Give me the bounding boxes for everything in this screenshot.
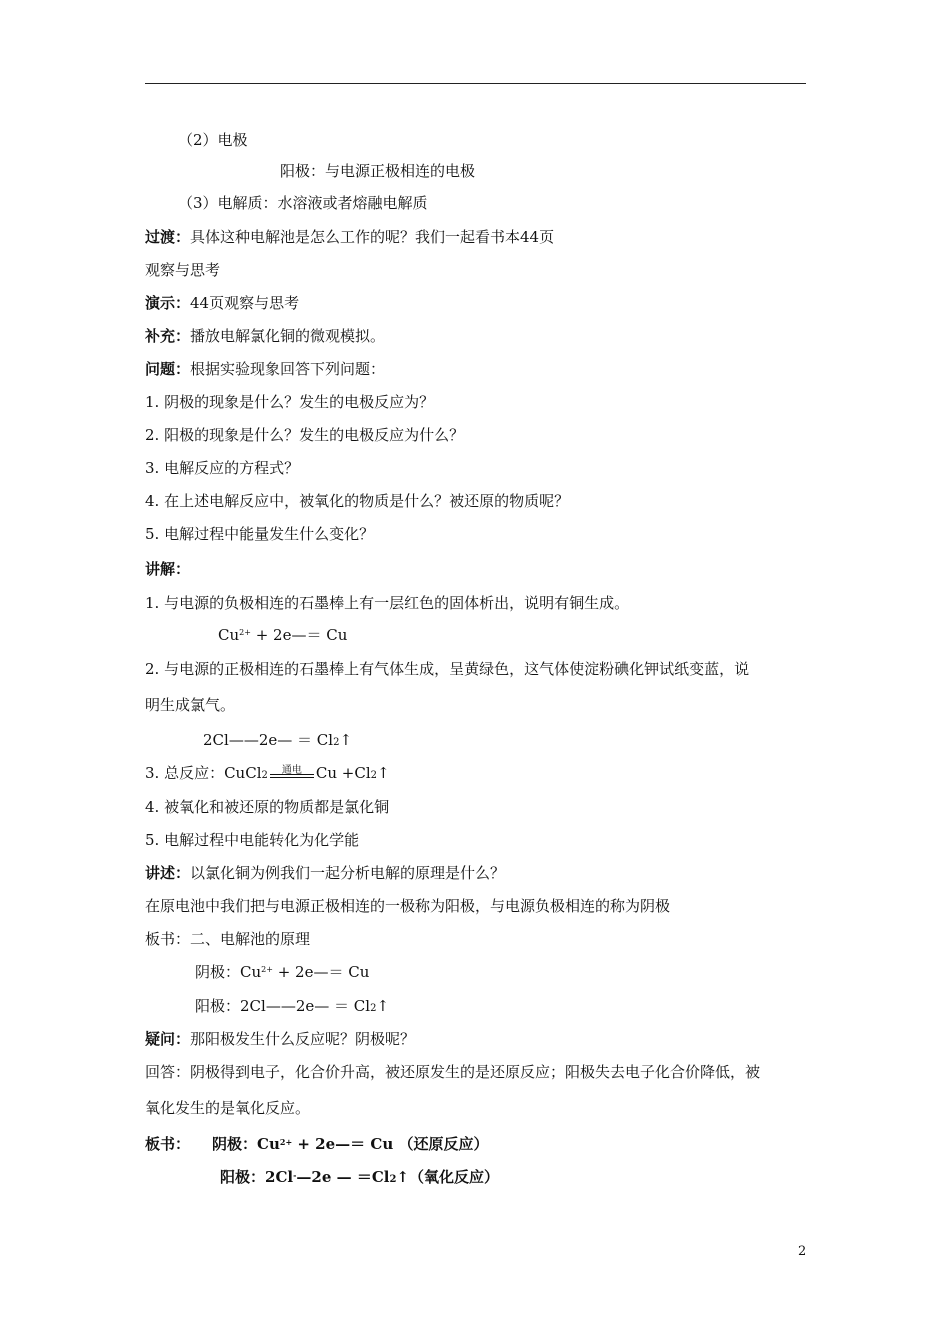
- section-label: 讲解：: [145, 560, 191, 578]
- eq-part: 2Cl: [203, 731, 229, 749]
- eq-part: —: [228, 731, 244, 749]
- condition-label: 通电: [281, 765, 302, 776]
- board-anode: [195, 996, 389, 1019]
- text-line: 2. 阳极的现象是什么？发生的电极反应为什么？: [145, 426, 465, 444]
- eq-part: 阴极：: [212, 1135, 258, 1153]
- text-line: 4. 在上述电解反应中，被氧化的物质是什么？被还原的物质呢？: [145, 492, 570, 510]
- text-line: （3）电解质：水溶液或者熔融电解质: [178, 194, 428, 212]
- eq-part: 2Cl: [240, 997, 266, 1015]
- text-line: [145, 359, 385, 379]
- section-label: 板书：: [145, 1135, 191, 1153]
- text-line: 5. 电解过程中电能转化为化学能: [145, 831, 360, 849]
- text-line: 明生成氯气。: [145, 696, 236, 714]
- condition-sign: [270, 765, 314, 778]
- eq-part: ＝ Cl: [329, 997, 371, 1015]
- text-line: [145, 326, 385, 346]
- eq-part: —: [335, 1135, 351, 1153]
- text-line: 4. 被氧化和被还原的物质都是氯化铜: [145, 798, 390, 816]
- section-label: 演示：: [145, 294, 191, 312]
- equation-anode: [203, 730, 352, 753]
- text-span: 44页观察与思考: [190, 294, 300, 312]
- eq-part: + 2e: [292, 1135, 336, 1153]
- up-arrow-icon: ↑: [339, 731, 353, 749]
- eq-part: —: [313, 963, 329, 981]
- text-line: 5. 电解过程中能量发生什么变化？: [145, 525, 375, 543]
- equation-cathode: [218, 625, 347, 645]
- eq-part: —: [331, 1168, 357, 1186]
- text-line: [145, 863, 505, 883]
- text-span: 具体这种电解池是怎么工作的呢？我们一起看书本44页: [190, 228, 555, 246]
- text-line: （2）电极: [178, 131, 248, 149]
- eq-subscript: 2: [370, 770, 377, 781]
- equation-total: [145, 763, 390, 786]
- eq-part: ＝ Cu （还原反应）: [350, 1135, 489, 1153]
- text-line: 观察与思考: [145, 261, 221, 279]
- eq-part: Cu: [240, 963, 262, 981]
- eq-charge: 2+: [239, 628, 251, 637]
- eq-part: 3. 总反应：CuCl: [145, 764, 262, 782]
- eq-subscript: 2: [261, 770, 268, 781]
- text-span: 以氯化铜为例我们一起分析电解的原理是什么？: [190, 864, 506, 882]
- eq-part: ＝Cl: [356, 1168, 390, 1186]
- text-line: 3. 电解反应的方程式？: [145, 459, 300, 477]
- up-arrow-icon: ↑: [376, 997, 390, 1015]
- section-label: 过渡：: [145, 228, 191, 246]
- eq-part: —2e: [296, 1168, 332, 1186]
- board-cathode: [195, 962, 369, 982]
- text-line: [145, 293, 299, 313]
- eq-part: ＝ Cu: [306, 626, 348, 644]
- text-line: [145, 1029, 415, 1049]
- eq-part: —2e: [280, 997, 315, 1015]
- text-span: 播放电解氯化铜的微观模拟。: [190, 327, 386, 345]
- eq-part: 阴极：: [195, 963, 241, 981]
- eq-part: 阳极：: [220, 1168, 266, 1186]
- eq-part: 阳极：: [195, 997, 241, 1015]
- eq-part: Cu: [257, 1135, 280, 1153]
- eq-part: + 2e: [272, 963, 314, 981]
- text-span: 根据实验现象回答下列问题：: [190, 360, 386, 378]
- board-summary-anode: [220, 1167, 499, 1190]
- header-rule: [145, 83, 806, 84]
- eq-part: 2Cl: [265, 1168, 294, 1186]
- text-line: 回答：阴极得到电子，化合价升高，被还原发生的是还原反应；阳极失去电子化合价降低，被: [145, 1063, 761, 1081]
- text-line: 1. 阴极的现象是什么？发生的电极反应为？: [145, 393, 435, 411]
- eq-part: + 2e: [250, 626, 292, 644]
- up-arrow-icon: ↑: [396, 1168, 410, 1186]
- eq-part: —: [277, 731, 293, 749]
- page-number: 2: [798, 1244, 807, 1259]
- eq-part: Cu: [218, 626, 240, 644]
- eq-subscript: 2: [389, 1174, 397, 1185]
- eq-part: Cu +Cl: [315, 764, 371, 782]
- eq-charge: 2+: [261, 965, 273, 974]
- section-label: 问题：: [145, 360, 191, 378]
- eq-part: ＝ Cu: [328, 963, 370, 981]
- text-line: 在原电池中我们把与电源正极相连的一极称为阳极，与电源负极相连的称为阴极: [145, 897, 671, 915]
- eq-part: （氧化反应）: [409, 1168, 500, 1186]
- text-span: 那阳极发生什么反应呢？阴极呢？: [190, 1030, 416, 1048]
- section-label: 讲述：: [145, 864, 191, 882]
- text-line: 1. 与电源的负极相连的石墨棒上有一层红色的固体析出，说明有铜生成。: [145, 594, 630, 612]
- eq-part: —: [314, 997, 330, 1015]
- eq-part: —: [265, 997, 281, 1015]
- text-line: 板书：二、电解池的原理: [145, 930, 311, 948]
- text-line: 氧化发生的是氧化反应。: [145, 1099, 311, 1117]
- section-label: 补充：: [145, 327, 191, 345]
- up-arrow-icon: ↑: [377, 764, 390, 782]
- text-line: 2. 与电源的正极相连的石墨棒上有气体生成，呈黄绿色，这气体使淀粉碘化钾试纸变蓝，说: [145, 660, 750, 678]
- eq-subscript: 2: [333, 737, 340, 748]
- text-line: 阳极：与电源正极相连的电极: [280, 162, 476, 180]
- eq-part: ＝ Cl: [292, 731, 334, 749]
- eq-subscript: 2: [370, 1003, 377, 1014]
- eq-charge: -: [293, 1170, 297, 1180]
- board-summary-cathode: [145, 1134, 488, 1154]
- eq-part: —2e: [243, 731, 278, 749]
- eq-charge: 2+: [279, 1137, 293, 1147]
- eq-part: —: [291, 626, 307, 644]
- section-label: 疑问：: [145, 1030, 191, 1048]
- text-line: [145, 227, 554, 247]
